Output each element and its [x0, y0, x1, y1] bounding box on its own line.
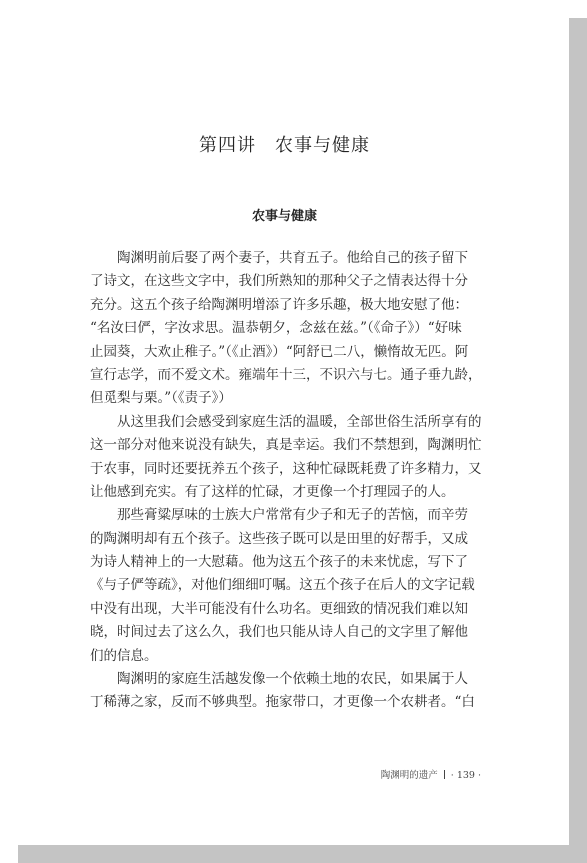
text-line: 中没有出现，大半可能没有什么功名。更细致的情况我们难以知: [90, 600, 468, 617]
text-line: 止园葵，大欢止稚子。”（《止酒》）“阿舒已二八，懒惰故无匹。阿: [90, 343, 469, 360]
paragraph: [90, 411, 498, 505]
text-line: 但觅梨与栗。”（《责子》）: [90, 390, 232, 407]
text-line: 从这里我们会感受到家庭生活的温暖，全部世俗生活所享有的: [117, 413, 482, 430]
page-shadow-bottom: [18, 845, 587, 863]
text-line: 为诗人精神上的一大慰藉。他为这五个孩子的未来忧虑，写下了: [90, 554, 468, 571]
page-number: · 139 ·: [450, 770, 481, 781]
text-line: 让他感到充实。有了这样的忙碌，才更像一个打理园子的人。: [90, 483, 455, 500]
paragraph: [90, 668, 498, 715]
footer-separator: [444, 770, 445, 779]
text-line: 于农事，同时还要抚养五个孩子，这种忙碌既耗费了许多精力，又: [90, 460, 482, 477]
text-line: 晓，时间过去了这么久，我们也只能从诗人自己的文字里了解他: [90, 624, 468, 641]
running-head: 陶渊明的遗产: [380, 770, 438, 781]
page-footer: [0, 767, 481, 781]
paragraph: [90, 247, 498, 411]
section-title: 农事与健康: [251, 209, 317, 224]
text-line: 充分。这五个孩子给陶渊明增添了许多乐趣，极大地安慰了他：: [90, 296, 468, 313]
chapter-title: 第四讲 农事与健康: [199, 135, 370, 156]
text-line: 这一部分对他来说没有缺失，真是幸运。我们不禁想到，陶渊明忙: [90, 437, 482, 454]
text-line: 那些膏粱厚味的士族大户常常有少子和无子的苦恼，而辛劳: [117, 507, 468, 524]
text-line: 宣行志学，而不爱文术。雍端年十三，不识六与七。通子垂九龄，: [90, 366, 482, 383]
text-line: 的陶渊明却有五个孩子。这些孩子既可以是田里的好帮手，又成: [90, 530, 468, 547]
text-line: 了诗文，在这些文字中，我们所熟知的那种父子之情表达得十分: [90, 273, 468, 290]
text-line: 《与子俨等疏》，对他们细细叮嘱。这五个孩子在后人的文字记载: [90, 577, 475, 594]
paragraph: [90, 504, 498, 668]
page-shadow-right: [569, 18, 587, 863]
text-line: 们的信息。: [90, 647, 158, 664]
text-line: 陶渊明前后娶了两个妻子，共育五子。他给自己的孩子留下: [117, 250, 468, 266]
text-line: 丁稀薄之家，反而不够典型。拖家带口，才更像一个农耕者。“白: [90, 694, 475, 711]
body-text: [90, 247, 498, 715]
text-line: “名汝曰俨，字汝求思。温恭朝夕，念兹在兹。”（《命子》）“好味: [90, 320, 462, 337]
text-line: 陶渊明的家庭生活越发像一个依赖土地的农民，如果属于人: [117, 671, 468, 688]
